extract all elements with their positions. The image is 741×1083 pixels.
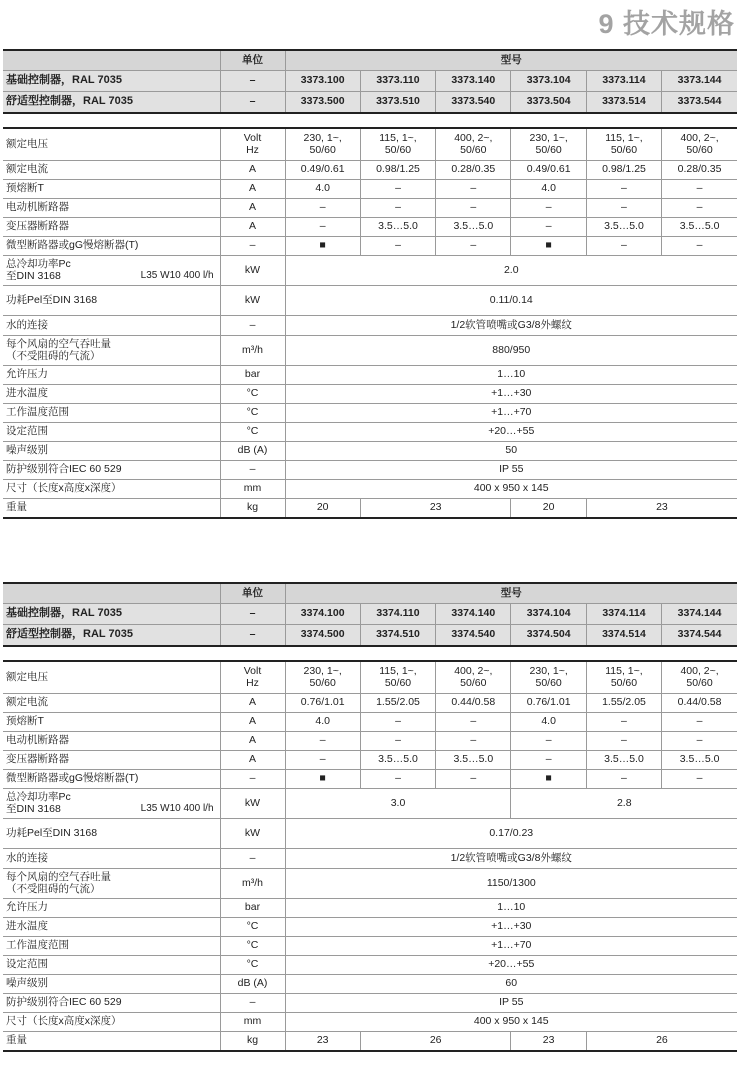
noise-row — [3, 975, 737, 994]
row-label: 工作温度范围 — [3, 404, 220, 423]
model-number: 3373.514 — [586, 92, 661, 114]
voltage-value: 115, 1~, 50/60 — [586, 128, 661, 161]
row-label: 设定范围 — [3, 423, 220, 442]
cell-value: 26 — [586, 1032, 737, 1052]
row-unit: kg — [220, 1032, 285, 1052]
row-unit: bar — [220, 366, 285, 385]
row-unit: – — [220, 994, 285, 1013]
row-unit: Volt Hz — [220, 661, 285, 694]
cell-value: 3.5…5.0 — [436, 751, 511, 770]
cell-value: – — [285, 751, 360, 770]
cell-value: 50 — [285, 442, 737, 461]
power-consumption-row — [3, 286, 737, 316]
row-label: 允许压力 — [3, 366, 220, 385]
cell-value: – — [285, 199, 360, 218]
model-number: 3374.104 — [511, 604, 586, 625]
noise-row — [3, 442, 737, 461]
operating-temp-row — [3, 937, 737, 956]
row-label: 额定电压 — [3, 661, 220, 694]
cell-value: – — [360, 199, 435, 218]
cell-value: – — [285, 218, 360, 237]
row-unit: kW — [220, 819, 285, 849]
fuse-row — [3, 713, 737, 732]
row-label: 电动机断路器 — [3, 732, 220, 751]
voltage-value: 230, 1~, 50/60 — [511, 661, 586, 694]
cell-value: ■ — [511, 770, 586, 789]
row-label: 微型断路器或gG慢熔断器(T) — [3, 237, 220, 256]
row-label: 总冷却功率Pc 至DIN 3168 L35 W10 400 l/h — [3, 789, 220, 819]
airflow-row — [3, 869, 737, 899]
row-label: 工作温度范围 — [3, 937, 220, 956]
cell-value: – — [285, 732, 360, 751]
cell-value: – — [436, 770, 511, 789]
row-label: 舒适型控制器，RAL 7035 — [3, 92, 220, 114]
water-connection-row — [3, 849, 737, 869]
setting-range-row — [3, 423, 737, 442]
current-row — [3, 694, 737, 713]
weight-row — [3, 499, 737, 519]
comfort-controller-row — [3, 92, 737, 114]
cell-value: – — [511, 218, 586, 237]
header-model: 型号 — [285, 583, 737, 604]
row-label: 预熔断T — [3, 180, 220, 199]
model-number: 3374.540 — [436, 625, 511, 647]
cell-value: – — [662, 180, 737, 199]
cell-value: 26 — [360, 1032, 511, 1052]
cell-value: – — [511, 732, 586, 751]
cell-value: 4.0 — [511, 180, 586, 199]
model-number: 3373.504 — [511, 92, 586, 114]
row-unit: kW — [220, 789, 285, 819]
protection-row — [3, 994, 737, 1013]
dimensions-row — [3, 1013, 737, 1032]
cell-value: 1150/1300 — [285, 869, 737, 899]
row-unit: dB (A) — [220, 975, 285, 994]
cell-value: 0.49/0.61 — [511, 161, 586, 180]
voltage-value: 115, 1~, 50/60 — [360, 661, 435, 694]
row-unit: m³/h — [220, 336, 285, 366]
row-unit: kg — [220, 499, 285, 519]
model-number: 3373.540 — [436, 92, 511, 114]
row-unit: – — [220, 770, 285, 789]
cell-value: – — [436, 237, 511, 256]
cell-value: 0.44/0.58 — [436, 694, 511, 713]
cell-value: 4.0 — [285, 180, 360, 199]
cell-value: 2.8 — [511, 789, 737, 819]
cell-value: 4.0 — [511, 713, 586, 732]
model-number: 3374.544 — [662, 625, 737, 647]
transformer-breaker-row — [3, 218, 737, 237]
model-number: 3374.114 — [586, 604, 661, 625]
row-unit: bar — [220, 899, 285, 918]
cell-value: 23 — [511, 1032, 586, 1052]
cell-value: 0.17/0.23 — [285, 819, 737, 849]
cell-value: +20…+55 — [285, 956, 737, 975]
spec-table-3374 — [3, 582, 737, 1052]
model-number: 3374.110 — [360, 604, 435, 625]
dimensions-row — [3, 480, 737, 499]
voltage-row — [3, 661, 737, 694]
micro-breaker-row — [3, 237, 737, 256]
cell-value: 0.44/0.58 — [662, 694, 737, 713]
cell-value: 1.55/2.05 — [586, 694, 661, 713]
model-number: 3373.544 — [662, 92, 737, 114]
row-label: 噪声级别 — [3, 975, 220, 994]
voltage-value: 115, 1~, 50/60 — [360, 128, 435, 161]
cell-value: 3.0 — [285, 789, 511, 819]
row-label: 额定电压 — [3, 128, 220, 161]
fuse-row — [3, 180, 737, 199]
row-unit: A — [220, 218, 285, 237]
row-label: 尺寸（长度x高度x深度） — [3, 480, 220, 499]
row-unit: °C — [220, 385, 285, 404]
cell-value: 2.0 — [285, 256, 737, 286]
current-row — [3, 161, 737, 180]
cell-value: – — [662, 199, 737, 218]
airflow-row — [3, 336, 737, 366]
voltage-row — [3, 128, 737, 161]
cell-value: – — [586, 732, 661, 751]
cell-value: – — [586, 180, 661, 199]
row-unit: A — [220, 713, 285, 732]
model-number: 3373.104 — [511, 71, 586, 92]
cell-value: 0.28/0.35 — [662, 161, 737, 180]
row-unit: °C — [220, 956, 285, 975]
header-label — [3, 583, 220, 604]
page-title: 9 技术规格 — [598, 9, 735, 39]
row-label: 微型断路器或gG慢熔断器(T) — [3, 770, 220, 789]
transformer-breaker-row — [3, 751, 737, 770]
cooling-power-row — [3, 789, 737, 819]
row-unit: kW — [220, 286, 285, 316]
cell-value: 23 — [586, 499, 737, 519]
cell-value: – — [662, 713, 737, 732]
setting-range-row — [3, 956, 737, 975]
cell-value: 0.76/1.01 — [511, 694, 586, 713]
model-number: 3374.144 — [662, 604, 737, 625]
row-unit: kW — [220, 256, 285, 286]
header-label — [3, 50, 220, 71]
cell-value: – — [436, 713, 511, 732]
cell-value: 1…10 — [285, 366, 737, 385]
motor-breaker-row — [3, 199, 737, 218]
row-unit: – — [220, 604, 285, 625]
cell-value: 0.98/1.25 — [360, 161, 435, 180]
row-unit: – — [220, 625, 285, 647]
voltage-value: 230, 1~, 50/60 — [285, 128, 360, 161]
cell-value: – — [360, 732, 435, 751]
row-unit: m³/h — [220, 869, 285, 899]
cell-value: ■ — [511, 237, 586, 256]
cell-value: 0.11/0.14 — [285, 286, 737, 316]
cell-value: ■ — [285, 237, 360, 256]
cell-value: 1/2软管喷嘴或G3/8外螺纹 — [285, 316, 737, 336]
voltage-value: 400, 2~, 50/60 — [436, 128, 511, 161]
cell-value: 880/950 — [285, 336, 737, 366]
cell-value: 400 x 950 x 145 — [285, 480, 737, 499]
cell-value: 3.5…5.0 — [662, 218, 737, 237]
cell-value: 3.5…5.0 — [662, 751, 737, 770]
basic-controller-row — [3, 604, 737, 625]
model-number: 3373.100 — [285, 71, 360, 92]
spacer — [3, 113, 737, 128]
row-unit: – — [220, 461, 285, 480]
weight-row — [3, 1032, 737, 1052]
voltage-value: 400, 2~, 50/60 — [662, 661, 737, 694]
row-unit: – — [220, 237, 285, 256]
cell-value: – — [436, 180, 511, 199]
row-label: 额定电流 — [3, 161, 220, 180]
pressure-row — [3, 899, 737, 918]
comfort-controller-row — [3, 625, 737, 647]
model-number: 3373.144 — [662, 71, 737, 92]
cell-value: 1.55/2.05 — [360, 694, 435, 713]
row-label: 水的连接 — [3, 316, 220, 336]
cell-value: 0.76/1.01 — [285, 694, 360, 713]
row-label: 变压器断路器 — [3, 218, 220, 237]
row-unit: A — [220, 751, 285, 770]
model-number: 3373.114 — [586, 71, 661, 92]
model-number: 3373.510 — [360, 92, 435, 114]
row-unit: mm — [220, 480, 285, 499]
row-label: 重量 — [3, 499, 220, 519]
model-number: 3374.514 — [586, 625, 661, 647]
micro-breaker-row — [3, 770, 737, 789]
protection-row — [3, 461, 737, 480]
cell-value: 3.5…5.0 — [360, 218, 435, 237]
row-unit: – — [220, 316, 285, 336]
model-number: 3374.100 — [285, 604, 360, 625]
row-label: 尺寸（长度x高度x深度） — [3, 1013, 220, 1032]
cooling-power-row — [3, 256, 737, 286]
water-connection-row — [3, 316, 737, 336]
cell-value: 20 — [285, 499, 360, 519]
cell-value: – — [360, 770, 435, 789]
row-unit: °C — [220, 423, 285, 442]
row-unit: °C — [220, 918, 285, 937]
cell-value: 23 — [360, 499, 511, 519]
cell-value: +1…+30 — [285, 918, 737, 937]
header-unit: 单位 — [220, 50, 285, 71]
cell-value: – — [586, 713, 661, 732]
row-label: 设定范围 — [3, 956, 220, 975]
cell-value: 0.49/0.61 — [285, 161, 360, 180]
row-unit: – — [220, 849, 285, 869]
cell-value: – — [360, 237, 435, 256]
row-label: 额定电流 — [3, 694, 220, 713]
cell-value: +1…+30 — [285, 385, 737, 404]
cell-value: – — [586, 770, 661, 789]
row-unit: °C — [220, 404, 285, 423]
cell-value: 20 — [511, 499, 586, 519]
cell-value: – — [662, 732, 737, 751]
power-consumption-row — [3, 819, 737, 849]
row-label: 防护级别符合IEC 60 529 — [3, 461, 220, 480]
cell-value: 1…10 — [285, 899, 737, 918]
cell-value: 0.98/1.25 — [586, 161, 661, 180]
row-label: 基础控制器，RAL 7035 — [3, 604, 220, 625]
voltage-value: 400, 2~, 50/60 — [662, 128, 737, 161]
row-label: 功耗Pel至DIN 3168 — [3, 819, 220, 849]
row-label: 防护级别符合IEC 60 529 — [3, 994, 220, 1013]
row-label: 重量 — [3, 1032, 220, 1052]
cell-value: +1…+70 — [285, 404, 737, 423]
model-number: 3374.510 — [360, 625, 435, 647]
cell-value: 3.5…5.0 — [586, 751, 661, 770]
cell-value: – — [511, 199, 586, 218]
row-unit: A — [220, 180, 285, 199]
basic-controller-row — [3, 71, 737, 92]
cell-value: – — [662, 237, 737, 256]
model-number: 3374.500 — [285, 625, 360, 647]
row-unit: dB (A) — [220, 442, 285, 461]
cell-value: 3.5…5.0 — [360, 751, 435, 770]
row-label: 每个风扇的空气吞吐量 （不受阻碍的气流） — [3, 336, 220, 366]
table-header-row — [3, 50, 737, 71]
header-model: 型号 — [285, 50, 737, 71]
cell-value: ■ — [285, 770, 360, 789]
cell-value: – — [436, 732, 511, 751]
cell-value: +20…+55 — [285, 423, 737, 442]
row-label: 进水温度 — [3, 918, 220, 937]
operating-temp-row — [3, 404, 737, 423]
motor-breaker-row — [3, 732, 737, 751]
model-number: 3373.110 — [360, 71, 435, 92]
cell-value: 1/2软管喷嘴或G3/8外螺纹 — [285, 849, 737, 869]
cell-value: 3.5…5.0 — [436, 218, 511, 237]
row-unit: Volt Hz — [220, 128, 285, 161]
inlet-temp-row — [3, 385, 737, 404]
voltage-value: 400, 2~, 50/60 — [436, 661, 511, 694]
row-unit: – — [220, 71, 285, 92]
inlet-temp-row — [3, 918, 737, 937]
model-number: 3373.140 — [436, 71, 511, 92]
row-label: 水的连接 — [3, 849, 220, 869]
row-unit: – — [220, 92, 285, 114]
cell-value: – — [586, 199, 661, 218]
spec-table-3373 — [3, 49, 737, 519]
voltage-value: 230, 1~, 50/60 — [511, 128, 586, 161]
row-label: 总冷却功率Pc 至DIN 3168 L35 W10 400 l/h — [3, 256, 220, 286]
model-number: 3373.500 — [285, 92, 360, 114]
cell-value: – — [511, 751, 586, 770]
row-unit: A — [220, 732, 285, 751]
cell-value: 60 — [285, 975, 737, 994]
cell-value: 23 — [285, 1032, 360, 1052]
row-unit: A — [220, 694, 285, 713]
voltage-value: 115, 1~, 50/60 — [586, 661, 661, 694]
row-label: 每个风扇的空气吞吐量 （不受阻碍的气流） — [3, 869, 220, 899]
row-label: 变压器断路器 — [3, 751, 220, 770]
model-number: 3374.504 — [511, 625, 586, 647]
header-unit: 单位 — [220, 583, 285, 604]
cell-value: 400 x 950 x 145 — [285, 1013, 737, 1032]
cell-value: 3.5…5.0 — [586, 218, 661, 237]
spacer — [3, 646, 737, 661]
voltage-value: 230, 1~, 50/60 — [285, 661, 360, 694]
model-number: 3374.140 — [436, 604, 511, 625]
row-label: 进水温度 — [3, 385, 220, 404]
cell-value: +1…+70 — [285, 937, 737, 956]
pressure-row — [3, 366, 737, 385]
row-label: 舒适型控制器，RAL 7035 — [3, 625, 220, 647]
row-label: 电动机断路器 — [3, 199, 220, 218]
cell-value: IP 55 — [285, 994, 737, 1013]
row-unit: °C — [220, 937, 285, 956]
table-header-row — [3, 583, 737, 604]
cell-value: – — [662, 770, 737, 789]
cell-value: – — [436, 199, 511, 218]
row-label: 噪声级别 — [3, 442, 220, 461]
row-unit: mm — [220, 1013, 285, 1032]
cell-value: IP 55 — [285, 461, 737, 480]
row-label: 预熔断T — [3, 713, 220, 732]
cell-value: – — [360, 713, 435, 732]
row-label: 基础控制器，RAL 7035 — [3, 71, 220, 92]
cell-value: 4.0 — [285, 713, 360, 732]
row-label: 允许压力 — [3, 899, 220, 918]
row-unit: A — [220, 161, 285, 180]
cell-value: – — [360, 180, 435, 199]
row-label: 功耗Pel至DIN 3168 — [3, 286, 220, 316]
cell-value: 0.28/0.35 — [436, 161, 511, 180]
cell-value: – — [586, 237, 661, 256]
row-unit: A — [220, 199, 285, 218]
